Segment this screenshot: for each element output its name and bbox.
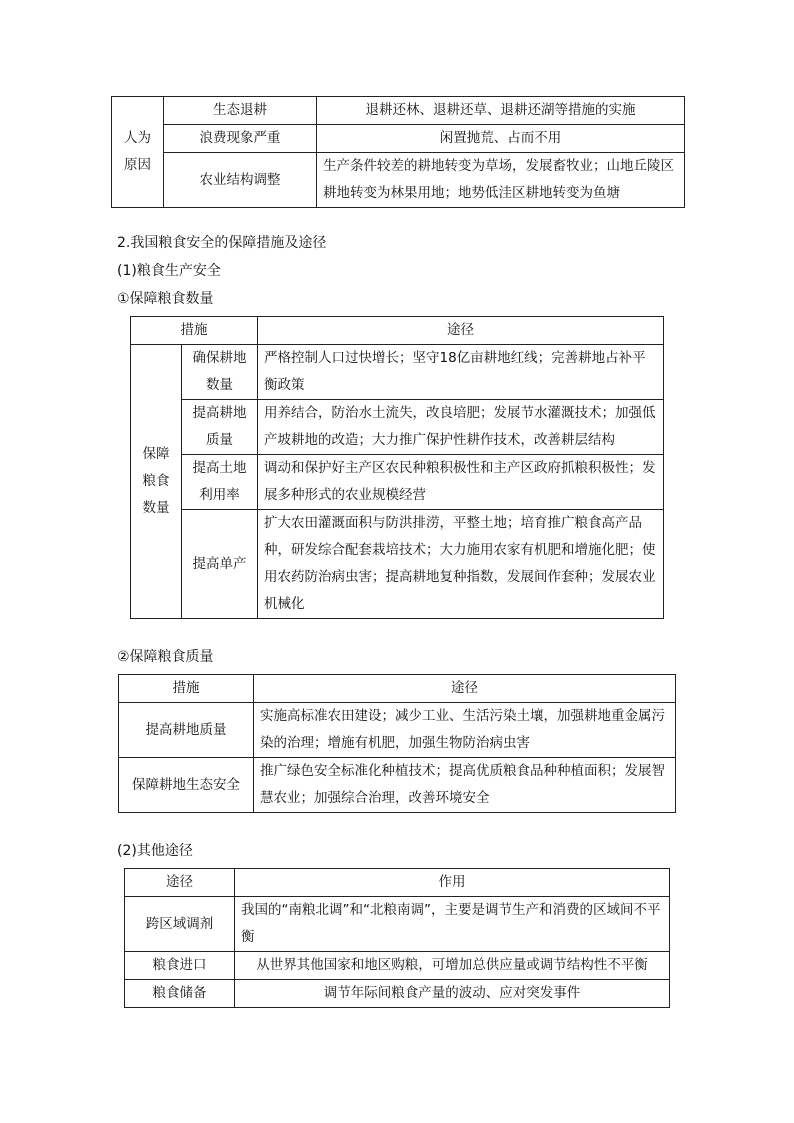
item-title: ①保障粮食数量 <box>117 291 214 307</box>
measure-cell: 提高单产 <box>182 510 258 619</box>
group-cell <box>131 345 182 619</box>
human-causes-table <box>111 96 685 208</box>
path-cell: 粮食储备 <box>125 980 235 1008</box>
detail-cell: 闲置抛荒、占而不用 <box>317 125 685 153</box>
detail-cell: 退耕还林、退耕还草、退耕还湖等措施的实施 <box>317 97 685 125</box>
measure-header: 措施 <box>131 317 258 345</box>
table-row <box>125 897 670 952</box>
effect-cell: 调节年际间粮食产量的波动、应对突发事件 <box>235 980 670 1008</box>
path-cell: 用养结合，防治水土流失，改良培肥；发展节水灌溉技术；加强低产坡耕地的改造；大力推广保护性耕作技术，改善耕层结构 <box>258 400 664 455</box>
path-cell: 粮食进口 <box>125 952 235 980</box>
path-header: 途径 <box>254 675 676 703</box>
measure-cell: 确保耕地数量 <box>182 345 258 400</box>
table-row <box>131 455 664 510</box>
table-header-row <box>119 675 676 703</box>
table-header-row <box>131 317 664 345</box>
other-paths-table <box>124 868 670 1008</box>
table-row <box>119 703 676 758</box>
item-title: ②保障粮食质量 <box>117 649 214 665</box>
measure-cell: 提高耕地质量 <box>119 703 254 758</box>
table-row <box>131 400 664 455</box>
grain-quality-table <box>118 674 676 813</box>
table-row <box>119 758 676 813</box>
grain-quantity-table <box>130 316 664 619</box>
factor-cell: 生态退耕 <box>164 97 317 125</box>
category-label: 人为原因 <box>124 130 151 173</box>
table-row <box>125 952 670 980</box>
measure-cell: 保障耕地生态安全 <box>119 758 254 813</box>
effect-cell: 从世界其他国家和地区购粮，可增加总供应量或调节结构性不平衡 <box>235 952 670 980</box>
measure-header: 措施 <box>119 675 254 703</box>
measure-cell: 提高耕地质量 <box>182 400 258 455</box>
measure-cell: 提高土地利用率 <box>182 455 258 510</box>
subsection-title: (2)其他途径 <box>117 843 193 859</box>
table-row <box>125 980 670 1008</box>
path-header: 途径 <box>125 869 235 897</box>
table-row <box>112 125 685 153</box>
section-title: 2.我国粮食安全的保障措施及途径 <box>117 235 327 251</box>
group-label: 保障粮食数量 <box>142 446 170 516</box>
table-row <box>112 97 685 125</box>
table-row <box>131 345 664 400</box>
table-header-row <box>125 869 670 897</box>
detail-cell: 生产条件较差的耕地转变为草场，发展畜牧业；山地丘陵区耕地转变为林果用地；地势低洼区耕地转变为鱼塘 <box>317 153 685 208</box>
subsection-title: (1)粮食生产安全 <box>117 263 221 279</box>
path-cell: 跨区域调剂 <box>125 897 235 952</box>
category-cell <box>112 97 164 208</box>
path-cell: 实施高标准农田建设；减少工业、生活污染土壤，加强耕地重金属污染的治理；增施有机肥，加强生物防治病虫害 <box>254 703 676 758</box>
effect-header: 作用 <box>235 869 670 897</box>
path-cell: 严格控制人口过快增长；坚守18亿亩耕地红线；完善耕地占补平衡政策 <box>258 345 664 400</box>
table-row <box>131 510 664 619</box>
factor-cell: 浪费现象严重 <box>164 125 317 153</box>
path-header: 途径 <box>258 317 664 345</box>
path-cell: 调动和保护好主产区农民种粮积极性和主产区政府抓粮积极性；发展多种形式的农业规模经营 <box>258 455 664 510</box>
path-cell: 推广绿色安全标准化种植技术；提高优质粮食品种种植面积；发展智慧农业；加强综合治理，改善环境安全 <box>254 758 676 813</box>
effect-cell: 我国的“南粮北调”和“北粮南调”，主要是调节生产和消费的区域间不平衡 <box>235 897 670 952</box>
path-cell: 扩大农田灌溉面积与防洪排涝，平整土地；培育推广粮食高产品种，研发综合配套栽培技术；大力施用农家有机肥和增施化肥；使用农药防治病虫害；提高耕地复种指数，发展间作套种；发展农业机械化 <box>258 510 664 619</box>
table-row <box>112 153 685 208</box>
factor-cell: 农业结构调整 <box>164 153 317 208</box>
